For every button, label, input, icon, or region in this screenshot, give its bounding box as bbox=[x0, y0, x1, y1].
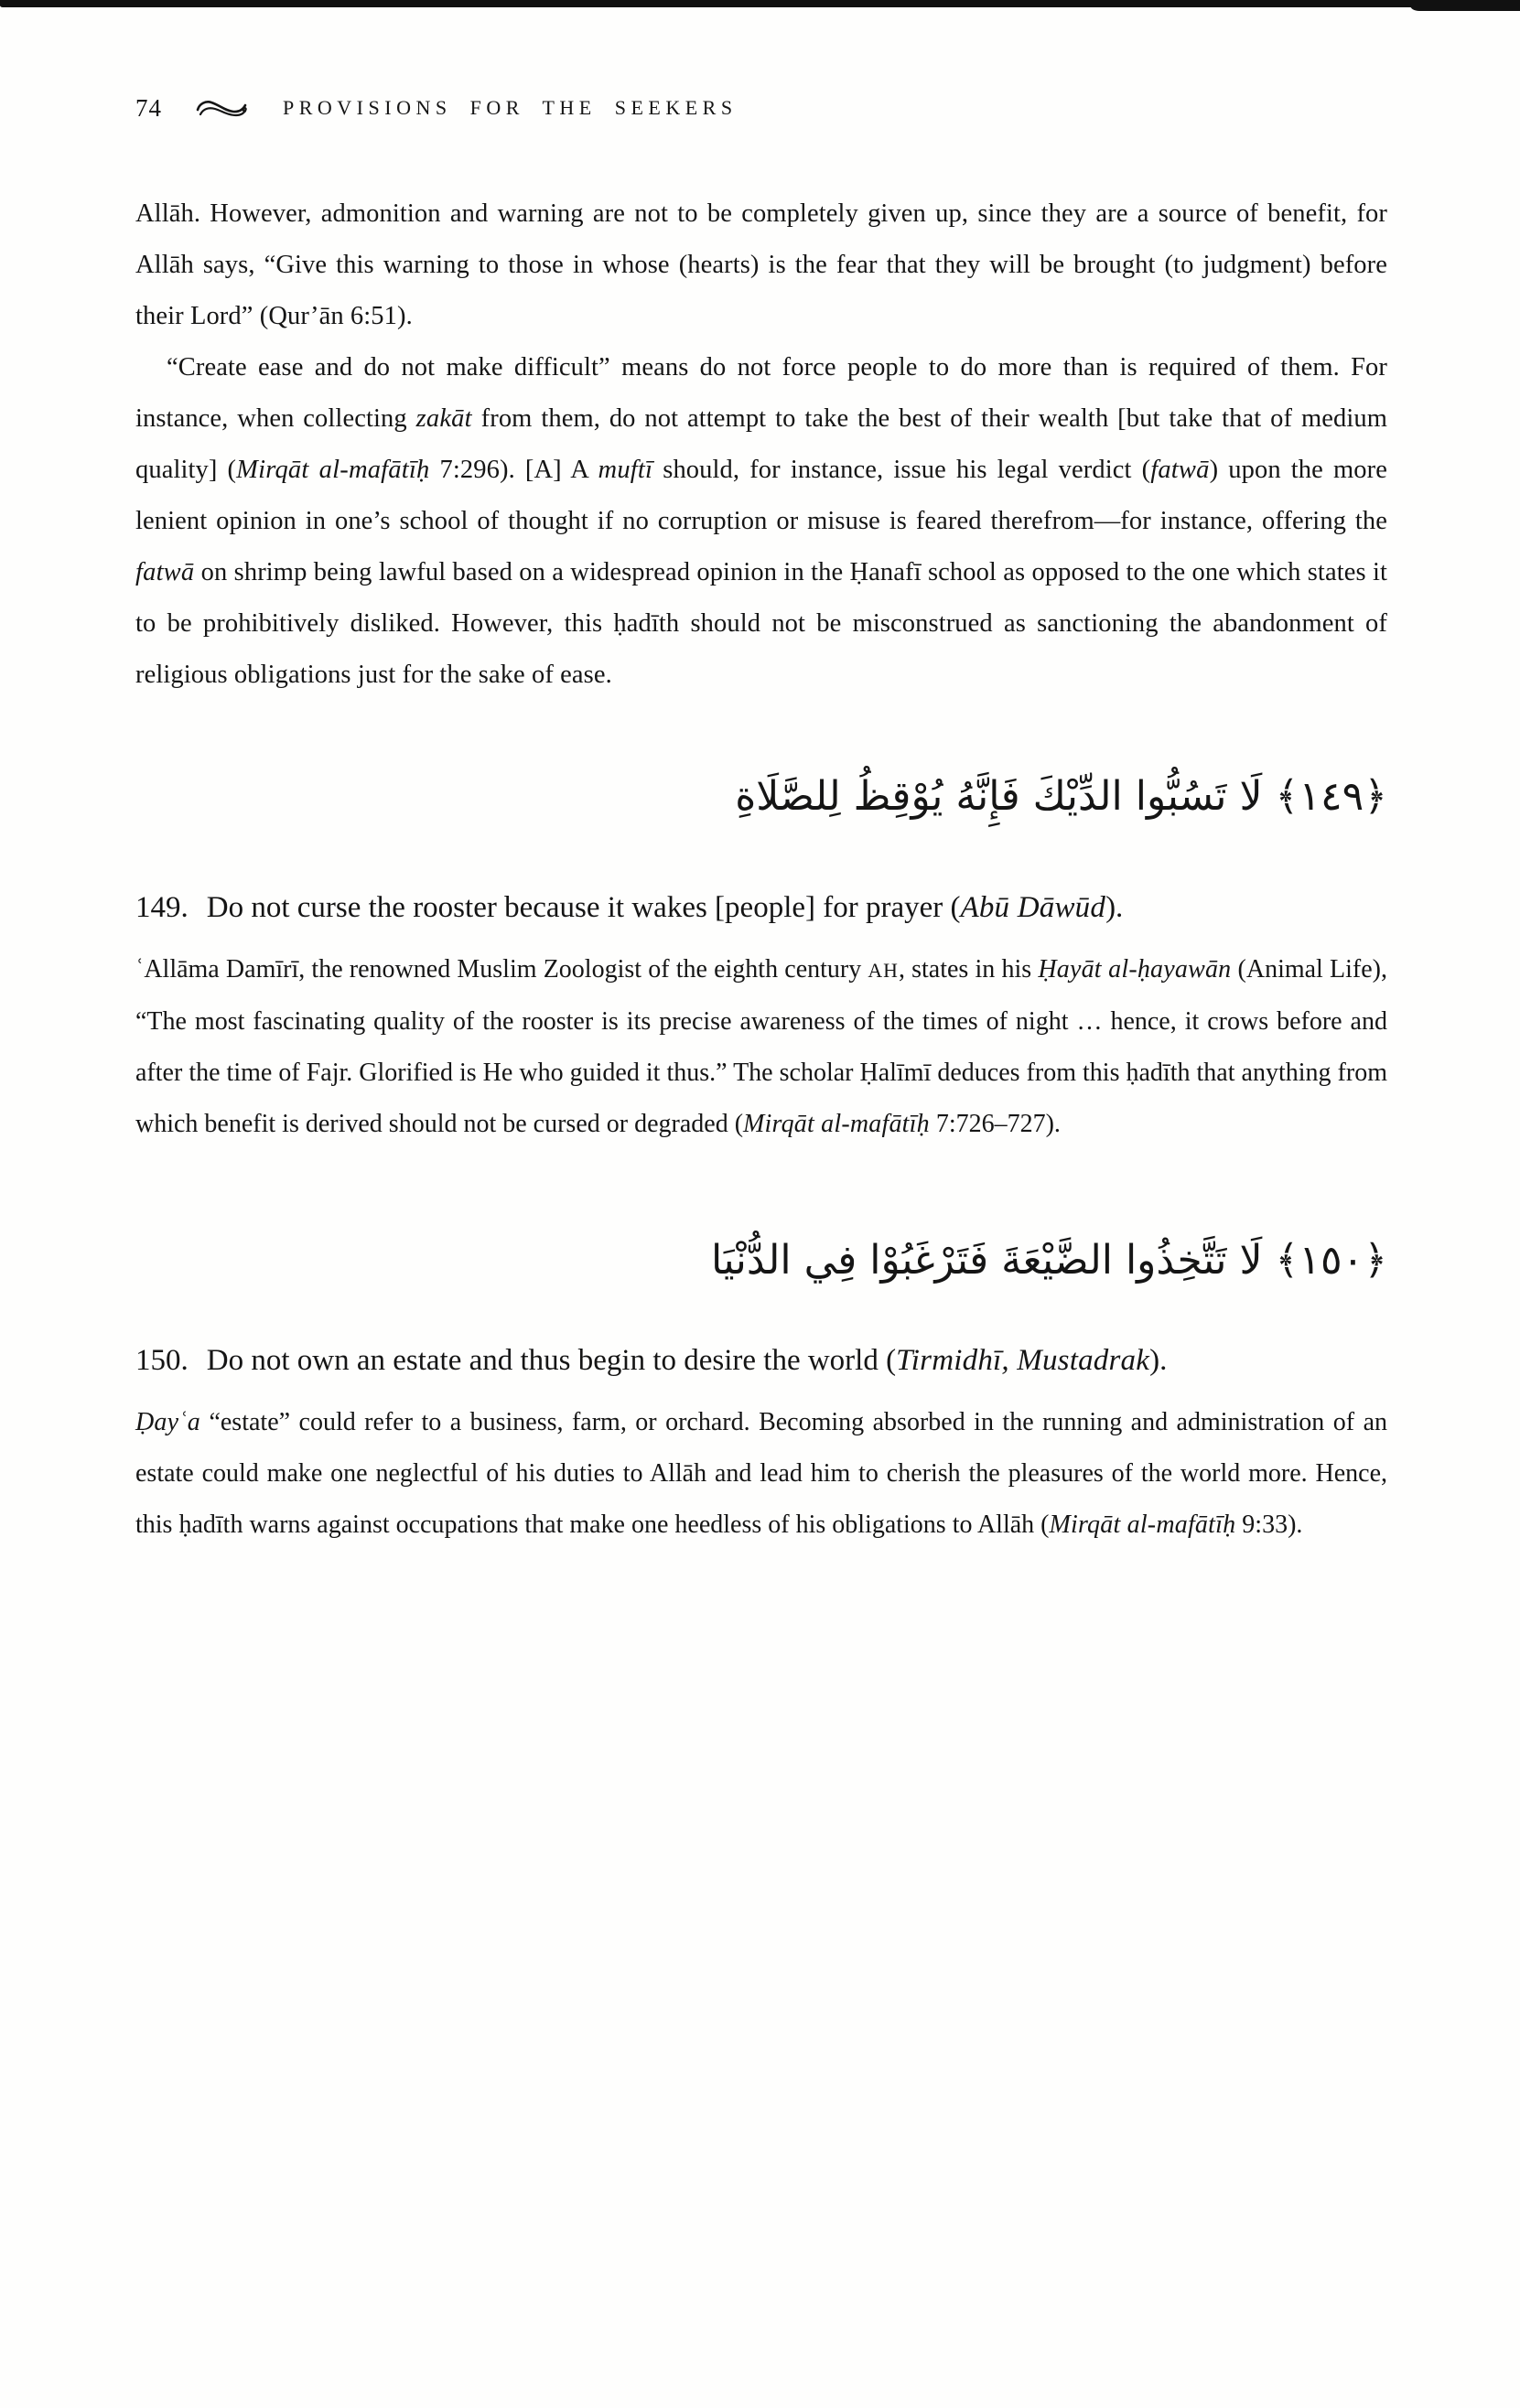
scan-edge-corner-artifact bbox=[1410, 0, 1520, 11]
hadith-149-heading-text: Do not curse the rooster because it wakes [people] for prayer (Abū Dāwūd). bbox=[206, 891, 1124, 924]
hadith-150-heading bbox=[135, 1331, 1387, 1390]
page-number: 74 bbox=[135, 93, 162, 122]
hadith-150-number: 150. bbox=[135, 1344, 189, 1377]
running-head-title: PROVISIONS FOR THE SEEKERS bbox=[283, 96, 738, 119]
hadith-149-arabic-text: ﴿١٤٩﴾ لَا تَسُبُّوا الدِّيْكَ فَإِنَّهُ يُوْقِظُ لِلصَّلَاةِ bbox=[735, 773, 1387, 820]
hadith-149-commentary: ʿAllāma Damīrī, the renowned Muslim Zoologist of the eighth century AH, states in his Ḥayāt al-ḥayawān (Animal Life), “The most fascinating quality of the rooster is its precise awareness of the times of night … hence, it crows before and after the time of Fajr. Glorified is He who guided it thus.” The scholar Ḥalīmī deduces from this ḥadīth that anything from which benefit is derived should not be cursed or degraded (Mirqāt al-mafātīḥ 7:726–727). bbox=[135, 955, 1387, 1138]
paragraph-continuation: Allāh. However, admonition and warning are not to be completely given up, since they are a source of benefit, for Allāh says, “Give this warning to those in whose (hearts) is the fear that they will be brought (to judgment) before their Lord” (Qur’ān 6:51). bbox=[135, 199, 1387, 330]
hadith-150-commentary: Ḍayʿa “estate” could refer to a business, farm, or orchard. Becoming absorbed in the running and administration of an estate could make one neglectful of his duties to Allāh and lead him to cherish the pleasures of the world more. Hence, this ḥadīth warns against occupations that make one heedless of his obligations to Allāh (Mirqāt al-mafātīḥ 9:33). bbox=[135, 1408, 1387, 1539]
hadith-150-heading-text: Do not own an estate and thus begin to desire the world (Tirmidhī, Mustadrak). bbox=[206, 1344, 1168, 1377]
text-column bbox=[135, 188, 1387, 1551]
paragraph-create-ease: “Create ease and do not make difficult” means do not force people to do more than is required of them. For instance, when collecting zakāt from them, do not attempt to take the best of their wealth [but take that of medium quality] (Mirqāt al-mafātīḥ 7:296). [A] A muftī should, for instance, issue his legal verdict (fatwā) upon the more lenient opinion in one’s school of thought if no corruption or misuse is feared therefrom—for instance, offering the fatwā on shrimp being lawful based on a widespread opinion in the Ḥanafī school as opposed to the one which states it to be prohibitively disliked. However, this ḥadīth should not be misconstrued as sanctioning the abandonment of religious obligations just for the sake of ease. bbox=[135, 353, 1387, 689]
hadith-149-number: 149. bbox=[135, 891, 189, 924]
running-header bbox=[135, 91, 738, 124]
header-ornament-icon bbox=[195, 96, 248, 120]
hadith-150-arabic-text: ﴿١٥٠﴾ لَا تَتَّخِذُوا الضَّيْعَةَ فَتَرْغَبُوْا فِي الدُّنْيَا bbox=[710, 1237, 1387, 1284]
scan-edge-artifact bbox=[0, 0, 1520, 7]
hadith-149-heading bbox=[135, 878, 1387, 937]
